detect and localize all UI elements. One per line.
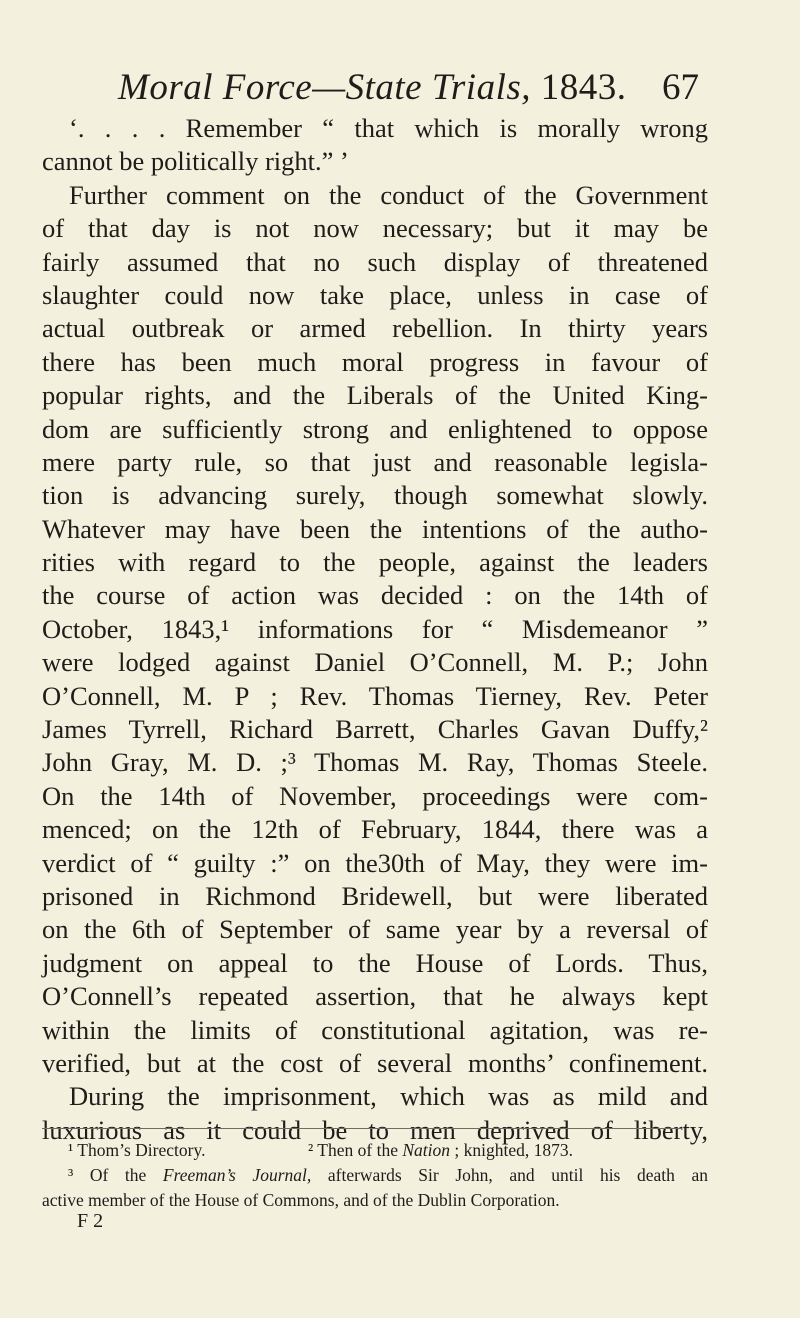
text-line: menced; on the 12th of February, 1844, there was a — [42, 814, 708, 845]
text-line: within the limits of constitutional agitation, was re- — [42, 1014, 708, 1045]
text-line: the course of action was decided : on the 14th of — [42, 580, 708, 611]
text-line: fairly assumed that no such display of threatened — [42, 246, 708, 277]
text-line: O’Connell’s repeated assertion, that he always kept — [42, 981, 708, 1012]
text-line: Whatever may have been the intentions of the autho- — [42, 513, 708, 544]
text-line: October, 1843,¹ informations for “ Misdemeanor ” — [42, 613, 708, 644]
footnote-row — [42, 1138, 708, 1163]
text-line: of that day is not now necessary; but it may be — [42, 213, 708, 244]
footnotes — [42, 1138, 708, 1213]
text-line: Further comment on the conduct of the Government — [69, 179, 708, 210]
text-line: verdict of “ guilty :” on the30th of May, they were im- — [42, 847, 708, 878]
text-line: cannot be politically right.” ’ — [42, 146, 349, 177]
footnote-3: ³ Of the Freeman’s Journal, afterwards Sir John, and until his death an — [68, 1165, 708, 1185]
text-line: slaughter could now take place, unless in case of — [42, 279, 708, 310]
text-line: tion is advancing surely, though somewhat slowly. — [42, 480, 708, 511]
text-line: During the imprisonment, which was as mild and — [69, 1081, 708, 1112]
text-line: on the 6th of September of same year by a reversal of — [42, 914, 708, 945]
text-line: verified, but at the cost of several months’ confinement. — [42, 1047, 708, 1078]
text-line: mere party rule, so that just and reasonable legisla- — [42, 446, 708, 477]
text-line: popular rights, and the Liberals of the United King- — [42, 380, 708, 411]
running-title-year: 1843. — [540, 67, 627, 108]
text-line: luxurious as it could be to men deprived of liberty, — [42, 1114, 708, 1145]
body-text — [42, 112, 708, 1147]
page-header — [0, 62, 800, 112]
text-line: ‘. . . . Remember “ that which is morally wrong — [69, 113, 708, 143]
page-number: 67 — [662, 67, 699, 108]
text-line: prisoned in Richmond Bridewell, but were liberated — [42, 880, 708, 911]
text-line: O’Connell, M. P ; Rev. Thomas Tierney, Rev. Peter — [42, 680, 708, 711]
text-line: John Gray, M. D. ;³ Thomas M. Ray, Thomas Steele. — [42, 747, 708, 778]
text-line: there has been much moral progress in favour of — [42, 346, 708, 377]
text-line: On the 14th of November, proceedings were com- — [42, 780, 708, 811]
signature-mark: F 2 — [77, 1210, 104, 1232]
text-line: dom are sufficiently strong and enlightened to oppose — [42, 413, 708, 444]
text-line: judgment on appeal to the House of Lords. Thus, — [42, 947, 708, 978]
text-line: James Tyrrell, Richard Barrett, Charles Gavan Duffy,² — [42, 714, 708, 745]
footnote-3-continued: active member of the House of Commons, and of the Dublin Corporation. — [42, 1190, 560, 1210]
running-title: Moral Force—State Trials, 1843. — [118, 67, 627, 108]
text-line: actual outbreak or armed rebellion. In thirty years — [42, 313, 708, 344]
text-line: were lodged against Daniel O’Connell, M. P.; John — [42, 647, 708, 678]
footnote-1: ¹ Thom’s Directory. — [68, 1140, 206, 1160]
footnote-2: ² Then of the Nation ; knighted, 1873. — [308, 1140, 573, 1160]
footnote-divider — [42, 1128, 682, 1129]
text-line: rities with regard to the people, against the leaders — [42, 547, 708, 578]
